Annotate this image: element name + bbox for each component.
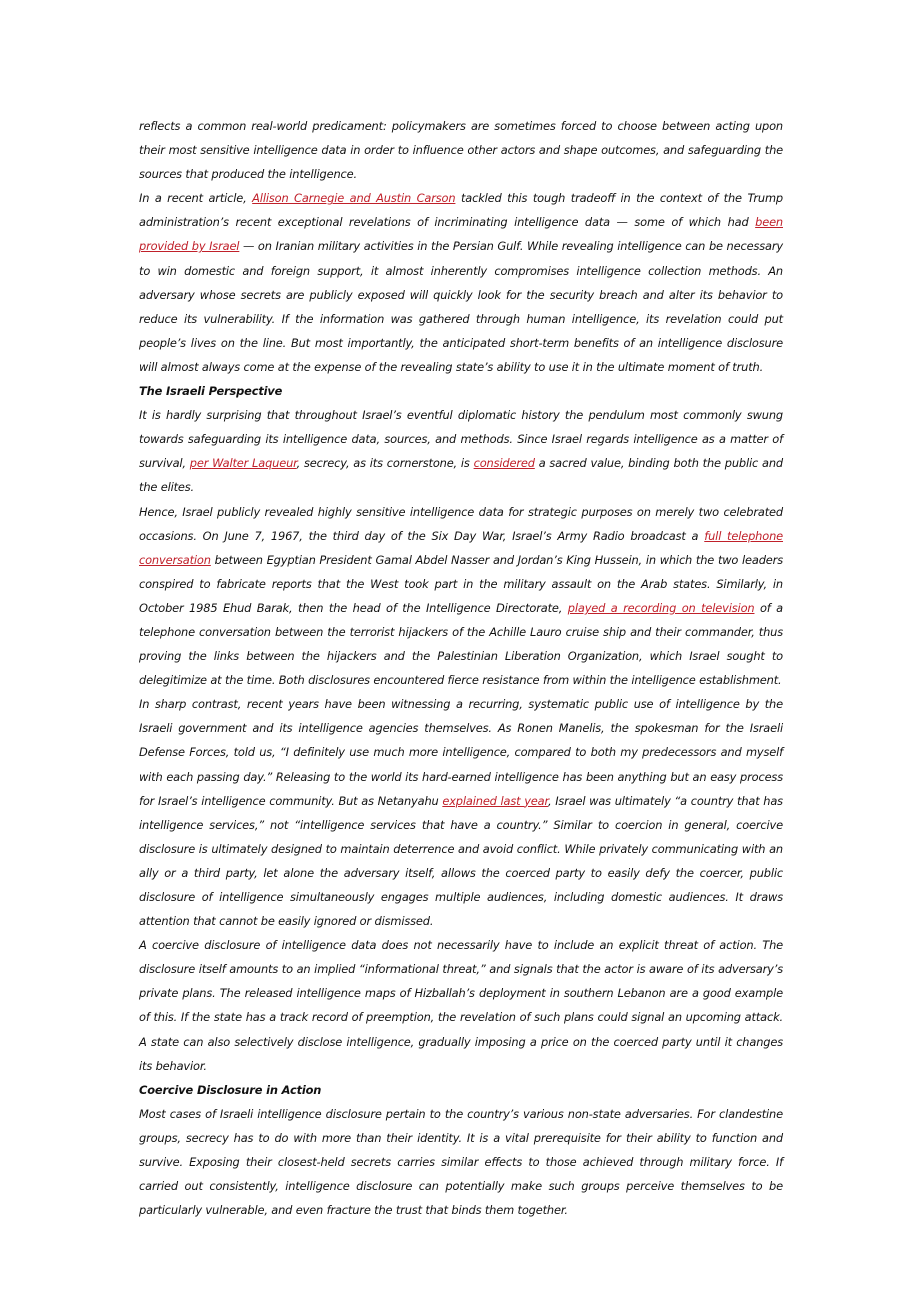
paragraph-non-state-adversaries: Most cases of Israeli intelligence disclosure pertain to the country’s various non-state adversaries. For clandestine groups, secrecy has to do with more than their identity. It is a vital prerequisite for their ability to function and survive. Exposing their closest-held secrets carries similar effects to those achieved through military force. If carried out consistently, intelligence disclosure can potentially make such groups perceive themselves to be particularly vulnerable, and even fracture the trust that binds them together. xyxy=(139,1106,783,1218)
paragraph-informational-threat: A coercive disclosure of intelligence data does not necessarily have to include an explicit threat of action. The disclosure itself amounts to an implied “informational threat,” and signals that the actor is aware of its adversary’s private plans. The released intelligence maps of Hizballah’s deployment in southern Lebanon are a good example of this. If the state has a track record of preemption, the revelation of such plans could signal an upcoming attack. A state can also selectively disclose intelligence, gradually imposing a price on the coerced party until it changes its behavior. xyxy=(139,938,783,1073)
section-heading-coercive-disclosure: Coercive Disclosure in Action xyxy=(139,1082,322,1097)
text-run: — on Iranian military activities in the Persian Gulf. While revealing intelligence can be necessary to win domestic and foreign support, it almost inherently compromises intelligence collection methods. An adversary whose secrets are publicly exposed will quickly look for the security breach and alter its behavior to reduce its vulnerability. If the information was gathered through human intelligence, its revelation could put people’s lives on the line. But most importantly, the anticipated short-term benefits of an intelligence disclosure will almost always come at the expense of the revealing state’s ability to use it in the ultimate moment of truth. xyxy=(139,239,783,374)
section-heading-israeli-perspective: The Israeli Perspective xyxy=(139,384,283,399)
link-considered[interactable]: considered xyxy=(473,456,535,471)
link-full-telephone-conversation[interactable]: full telephone conversation xyxy=(139,528,784,567)
text-run: In sharp contrast, recent years have been witnessing a recurring, systematic public use of intelligence by the Israeli government and its intelligence agencies themselves. As Ronen Manelis, the spokesman for the Israeli Defense Forces, told us, “I definitely use much more intelligence, compared to both my predecessors and myself with each passing day.” Releasing to the world its hard-earned intelligence has been anything but an easy process for Israel’s intelligence community. But as Netanyahu xyxy=(139,697,783,808)
link-carnegie-carson[interactable]: Allison Carnegie and Austin Carson xyxy=(252,191,456,206)
text-run: It is hardly surprising that throughout Israel’s eventful diplomatic history the pendulum most commonly swung towards safeguarding its intelligence data, sources, and methods. Since Israel regards intelligence as a matter of survival, xyxy=(139,408,783,471)
text-run: , secrecy, as its cornerstone, is xyxy=(296,456,474,471)
paragraph-two-occasions xyxy=(139,500,783,693)
paragraph-secrecy xyxy=(139,403,783,499)
text-run: tackled this tough tradeoff in the context of the Trump administration’s recent exceptional revelations of incriminating intelligence data — some of which had xyxy=(139,191,784,230)
paragraph-intro: reflects a common real-world predicament: policymakers are sometimes forced to choose between acting upon their most sensitive intelligence data in order to influence other actors and shape outcomes, and safeguarding the sources that produced the intelligence. xyxy=(139,119,783,182)
text-run: a sacred value, binding both the public and the elites. xyxy=(139,456,783,495)
paragraph-tradeoff xyxy=(139,186,783,379)
text-run: between Egyptian President Gamal Abdel Nasser and Jordan’s King Hussein, in which the two leaders conspired to fabricate reports that the West took part in the military assault on the Arab states. Similarly, in October 1985 Ehud Barak, then the head of the Intelligence Directorate, xyxy=(139,552,783,615)
link-provided-by-israel[interactable]: been provided by Israel xyxy=(139,215,783,254)
text-run: of a telephone conversation between the terrorist hijackers of the Achille Lauro cruise ship and their commander, thus proving the links between the hijackers and the Palestinian Liberation Organization, which Israel sought to delegitimize at the time. Both disclosures encountered fierce resistance from within the intelligence establishment. xyxy=(139,600,784,688)
paragraph-recent-years xyxy=(139,692,783,933)
text-run: Hence, Israel publicly revealed highly sensitive intelligence data for strategic purposes on merely two celebrated occasions. On June 7, 1967, the third day of the Six Day War, Israel’s Army Radio broadcast a xyxy=(139,504,783,543)
link-played-recording[interactable]: played a recording on television xyxy=(567,600,755,615)
article-body xyxy=(139,114,783,1222)
text-run: , Israel was ultimately “a country that has intelligence services,” not “intelligence services that have a country.” Similar to coercion in general, coercive disclosure is ultimately designed to maintain deterrence and avoid conflict. While privately communicating with an ally or a third party, let alone the adversary itself, allows the coerced party to easily defy the coercer, public disclosure of intelligence simultaneously engages multiple audiences, including domestic audiences. It draws attention that cannot be easily ignored or dismissed. xyxy=(139,793,783,929)
link-walter-laqueur[interactable]: per Walter Laqueur xyxy=(189,456,297,471)
text-run: In a recent article, xyxy=(139,191,253,206)
link-explained-last-year[interactable]: explained last year xyxy=(442,793,548,808)
